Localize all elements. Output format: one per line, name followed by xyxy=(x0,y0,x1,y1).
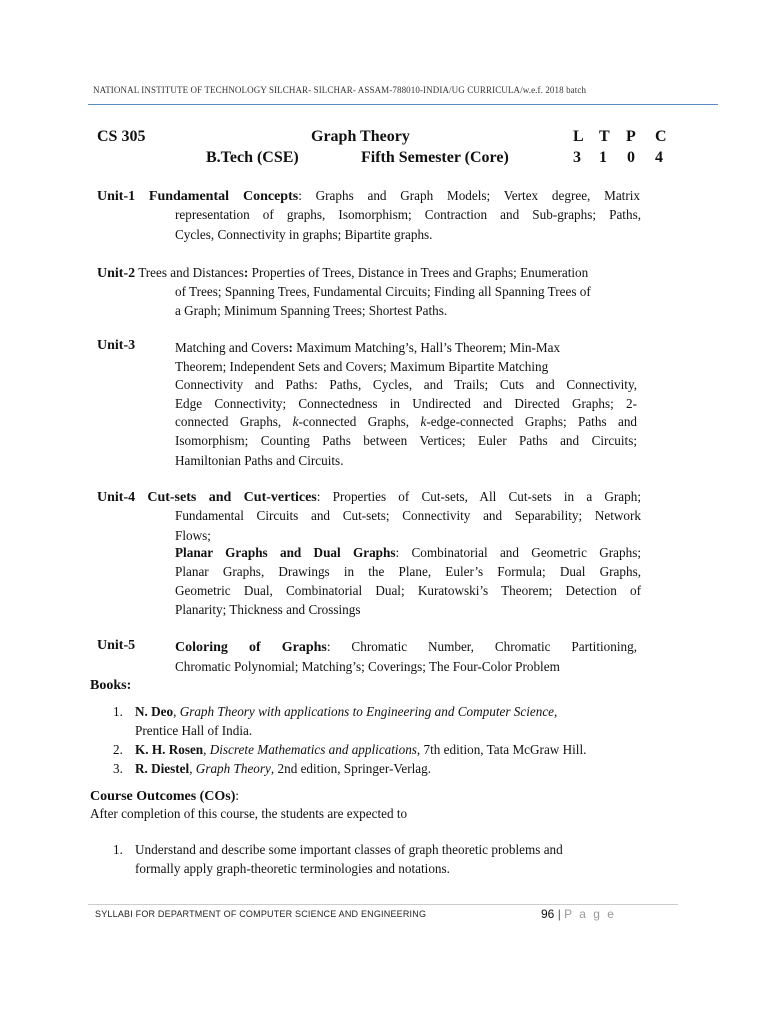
outcome-item: Understand and describe some important classes of graph theoretic problems and xyxy=(135,842,563,857)
unit-2-line: a Graph; Minimum Spanning Trees; Shortest Paths. xyxy=(175,303,448,318)
unit-3-line: Edge Connectivity; Connectedness in Undirected and Directed Graphs; 2- xyxy=(175,396,637,411)
ltpc-label-l: L xyxy=(573,128,584,145)
book-number: 2. xyxy=(113,742,123,757)
unit-3-line: Maximum Matching’s, Hall’s Theorem; Min-Max xyxy=(292,340,561,355)
unit-2-label: Unit-2 xyxy=(97,266,136,281)
unit-3-line: Isomorphism; Counting Paths between Vertices; Euler Paths and Circuits; xyxy=(175,433,637,448)
ltpc-value-c: 4 xyxy=(655,149,663,166)
unit-3-colon: : xyxy=(288,340,293,355)
unit-4-line: Flows; xyxy=(175,528,211,543)
ltpc-label-p: P xyxy=(626,128,636,145)
unit-4-line: : Properties of Cut-sets, All Cut-sets in a Graph; xyxy=(316,489,642,504)
ltpc-value-t: 1 xyxy=(599,149,607,166)
book-item: R. Diestel, Graph Theory, 2nd edition, Springer-Verlag. xyxy=(135,761,432,776)
unit-5-line: : Chromatic Number, Chromatic Partitioning, xyxy=(326,639,637,654)
running-header: NATIONAL INSTITUTE OF TECHNOLOGY SILCHAR- SILCHAR- ASSAM-788010-INDIA/UG CURRICULA/w.e.f. 2018 batch xyxy=(93,85,587,95)
unit-4-label: Unit-4 xyxy=(97,490,136,505)
page-number: 96 xyxy=(541,907,555,921)
ltpc-value-p: 0 xyxy=(627,149,635,166)
unit-5-topic: Coloring of Graphs xyxy=(175,640,327,655)
ltpc-value-l: 3 xyxy=(573,149,581,166)
book-number: 3. xyxy=(113,761,123,776)
unit-1-line: : Graphs and Graph Models; Vertex degree, Matrix xyxy=(298,188,640,203)
unit-3-line: Hamiltonian Paths and Circuits. xyxy=(175,453,344,468)
unit-4-line: Geometric Dual, Combinatorial Dual; Kuratowski’s Theorem; Detection of xyxy=(175,583,641,598)
unit-4-line: Planar Graphs, Drawings in the Plane, Euler’s Formula; Dual Graphs, xyxy=(175,564,641,579)
unit-3-line: Theorem; Independent Sets and Covers; Maximum Bipartite Matching xyxy=(175,359,549,374)
outcomes-intro: After completion of this course, the students are expected to xyxy=(90,806,408,821)
unit-4-line: : Combinatorial and Geometric Graphs; xyxy=(395,545,642,560)
unit-4-line: Planarity; Thickness and Crossings xyxy=(175,602,361,617)
footer-divider xyxy=(88,904,678,905)
books-heading: Books: xyxy=(90,678,132,693)
book-item-continued: Prentice Hall of India. xyxy=(135,723,253,738)
course-code: CS 305 xyxy=(97,128,146,145)
unit-1-line: Cycles, Connectivity in graphs; Bipartite graphs. xyxy=(175,227,433,242)
course-title: Graph Theory xyxy=(311,128,410,145)
page-word: P a g e xyxy=(564,907,616,921)
unit-5-line: Chromatic Polynomial; Matching’s; Coverings; The Four-Color Problem xyxy=(175,659,560,674)
unit-2-line: Properties of Trees, Distance in Trees and Graphs; Enumeration xyxy=(248,265,589,280)
course-semester: Fifth Semester (Core) xyxy=(361,149,509,166)
unit-4-line: Fundamental Circuits and Cut-sets; Connectivity and Separability; Network xyxy=(175,508,641,523)
outcomes-heading: Course Outcomes (COs): xyxy=(90,788,240,804)
unit-2-topic: Trees and Distances xyxy=(138,265,244,280)
book-item: K. H. Rosen, Discrete Mathematics and applications, 7th edition, Tata McGraw Hill. xyxy=(135,742,587,757)
outcome-number: 1. xyxy=(113,842,123,857)
unit-3-topic: Matching and Covers xyxy=(175,340,289,355)
book-item: N. Deo, Graph Theory with applications to Engineering and Computer Science, xyxy=(135,704,558,719)
unit-3-line: connected Graphs, k-connected Graphs, k-edge-connected Graphs; Paths and xyxy=(175,414,638,429)
outcome-item-continued: formally apply graph-theoretic terminologies and notations. xyxy=(135,861,450,876)
page-separator: | xyxy=(557,907,561,921)
unit-4-topic: Cut-sets and Cut-vertices xyxy=(147,490,317,505)
unit-1-line: representation of graphs, Isomorphism; Contraction and Sub-graphs; Paths, xyxy=(175,207,641,222)
unit-1-label: Unit-1 xyxy=(97,189,136,204)
footer-department: SYLLABI FOR DEPARTMENT OF COMPUTER SCIENCE AND ENGINEERING xyxy=(95,909,427,919)
unit-3-line: Connectivity and Paths: Paths, Cycles, and Trails; Cuts and Connectivity, xyxy=(175,377,637,392)
course-program: B.Tech (CSE) xyxy=(206,149,299,166)
book-number: 1. xyxy=(113,704,123,719)
unit-5-label: Unit-5 xyxy=(97,638,136,653)
unit-2-colon: : xyxy=(243,265,249,280)
unit-3-label: Unit-3 xyxy=(97,338,136,353)
unit-4-topic-2: Planar Graphs and Dual Graphs xyxy=(175,545,396,560)
footer-page-number xyxy=(541,907,616,921)
unit-2-line: of Trees; Spanning Trees, Fundamental Circuits; Finding all Spanning Trees of xyxy=(175,284,591,299)
unit-1-topic: Fundamental Concepts xyxy=(148,189,299,204)
ltpc-label-t: T xyxy=(599,128,610,145)
ltpc-label-c: C xyxy=(655,128,667,145)
header-divider xyxy=(88,104,718,105)
